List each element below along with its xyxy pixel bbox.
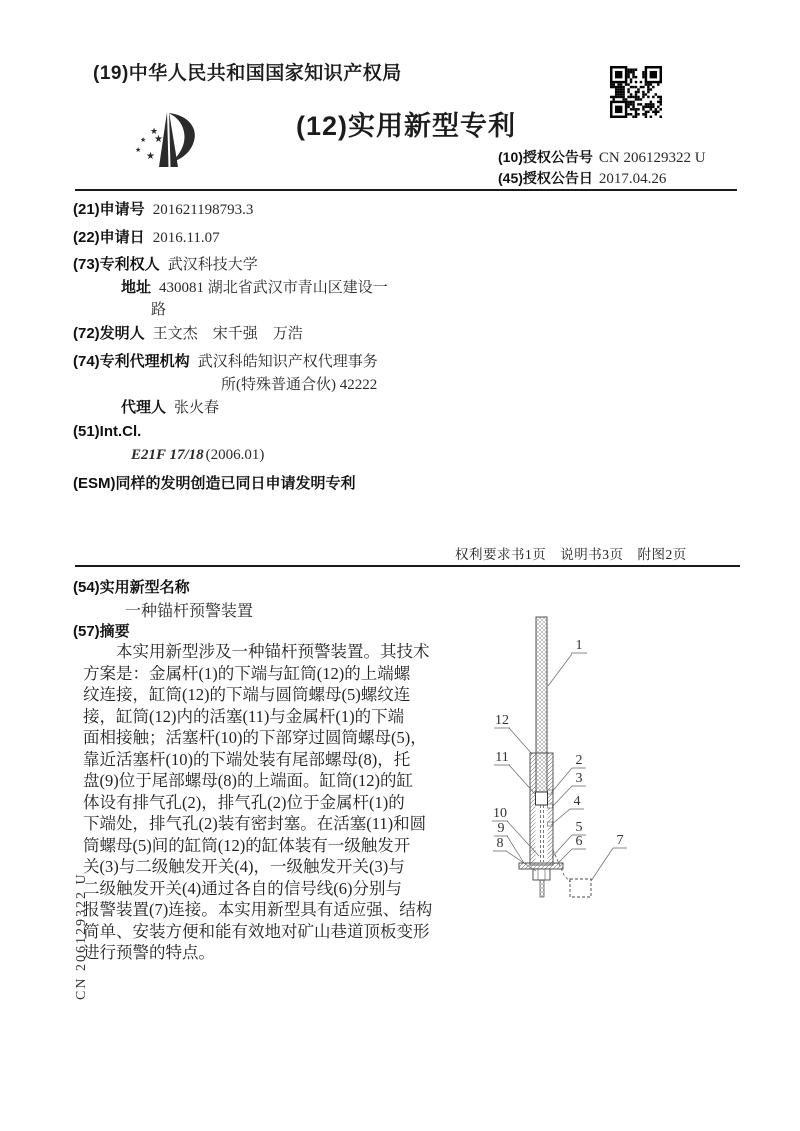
figure-label-6: 6 xyxy=(575,834,583,849)
address-value-line2: 路 xyxy=(151,302,167,318)
intcl-label: (51)Int.Cl. xyxy=(73,423,142,440)
utility-model-name-label: (54)实用新型名称 xyxy=(73,579,190,596)
document-type-title: (12)实用新型专利 xyxy=(296,111,517,141)
esm-note-row xyxy=(73,472,356,493)
figure-label-9: 9 xyxy=(497,821,505,836)
figure-label-1: 1 xyxy=(575,638,583,653)
intcl-row xyxy=(73,423,141,440)
abstract-text: 本实用新型涉及一种锚杆预警装置。其技术 方案是：金属杆(1)的下端与缸筒(12)的上端螺 纹连接，缸筒(12)的下端与圆筒螺母(5)螺纹连 接，缸筒(12)内的活塞(11)与金属杆(1)的下端 面相接触；活塞杆(10)的下部穿过圆筒螺母(5)， 靠近活塞杆(10)的下端处装有尾部螺母(8)，托 盘(9)位于尾部螺母(8)的上端面。缸筒(12)的缸 体设有排气孔(2)，排气孔(2)位于金属杆(1)的 下端处，排气孔(2)装有密封塞。在活塞(11)和圆 筒螺母(5)间的缸筒(12)的缸体装有一级触发开 关(3)与二级触发开关(4)，一级触发开关(3)与 二级触发开关(4)通过各自的信号线(6)分别与 报警装置(7)连接。本实用新型具有适应强、结构 简单、安装方便和能有效地对矿山巷道顶板变形 进行预警的特点。 xyxy=(83,642,433,962)
agent-label: 代理人 xyxy=(121,399,167,416)
star-icon: ★ xyxy=(135,146,142,154)
publication-date-row xyxy=(498,168,666,188)
figure-label-10: 10 xyxy=(493,806,507,821)
agency-label: (74)专利代理机构 xyxy=(73,353,190,370)
patentee-value: 武汉科技大学 xyxy=(167,257,258,273)
publication-date-label: (45)授权公告日 xyxy=(498,170,593,186)
figure-switch-primary xyxy=(548,804,553,808)
figure-label-7: 7 xyxy=(616,833,624,848)
star-icon: ★ xyxy=(146,151,155,162)
agency-value-line2: 所(特殊普通合伙) 42222 xyxy=(221,377,378,393)
figure-metal-rod xyxy=(536,617,547,793)
figure-label-8: 8 xyxy=(496,836,504,851)
application-number-value: 201621198793.3 xyxy=(152,202,254,218)
application-number-label: (21)申请号 xyxy=(73,201,145,218)
star-icon: ★ xyxy=(154,134,163,145)
address-row xyxy=(121,276,388,297)
agency-row-2 xyxy=(213,373,377,394)
qr-code xyxy=(610,66,662,118)
sipo-logo xyxy=(132,96,217,176)
application-date-label: (22)申请日 xyxy=(73,229,145,246)
figure-label-2: 2 xyxy=(575,753,583,768)
agent-row xyxy=(121,396,219,417)
address-value-line1: 430081 湖北省武汉市青山区建设一 xyxy=(159,280,388,296)
figure-label-5: 5 xyxy=(575,820,583,835)
header-divider xyxy=(75,189,737,191)
application-date-row xyxy=(73,226,220,247)
application-date-value: 2016.11.07 xyxy=(152,230,220,246)
inventors-label: (72)发明人 xyxy=(73,325,145,342)
patent-figure xyxy=(460,598,750,923)
inventors-value: 王文杰 宋千强 万浩 xyxy=(152,326,303,342)
intcl-class-value: E21F 17/18 xyxy=(131,447,204,463)
intcl-value-row xyxy=(123,446,264,464)
agency-value-line1: 武汉科皓知识产权代理事务 xyxy=(197,354,378,370)
agency-row xyxy=(73,350,378,371)
star-icon: ★ xyxy=(140,136,147,144)
patentee-row xyxy=(73,253,258,274)
publication-number-row xyxy=(498,147,706,167)
inventors-row xyxy=(73,322,303,343)
publication-number-value: CN 206129322 U xyxy=(598,150,706,166)
figure-label-3: 3 xyxy=(575,771,583,786)
patentee-label: (73)专利权人 xyxy=(73,256,160,273)
section-divider xyxy=(75,565,740,567)
bolt-warning-device-drawing xyxy=(460,598,750,923)
pages-info: 权利要求书1页 说明书3页 附图2页 xyxy=(455,547,687,562)
office-name: (19)中华人民共和国国家知识产权局 xyxy=(93,63,402,84)
agent-value: 张火春 xyxy=(174,400,220,416)
figure-label-4: 4 xyxy=(573,794,581,809)
side-publication-code: CN 206129322 U xyxy=(74,872,89,1000)
publication-date-value: 2017.04.26 xyxy=(598,171,667,187)
abstract-label: (57)摘要 xyxy=(73,623,130,640)
figure-label-underlines xyxy=(492,653,627,851)
figure-rod-tail xyxy=(540,880,544,897)
address-row-2 xyxy=(143,298,166,319)
utility-model-name: 一种锚杆预警装置 xyxy=(125,603,254,620)
esm-note: (ESM)同样的发明创造已同日申请发明专利 xyxy=(73,475,356,492)
intcl-class-year: (2006.01) xyxy=(205,447,265,463)
figure-label-12: 12 xyxy=(495,713,509,728)
figure-alarm-device xyxy=(570,879,591,897)
address-label: 地址 xyxy=(121,279,152,296)
application-number-row xyxy=(73,198,253,219)
figure-piston xyxy=(536,792,548,805)
figure-label-11: 11 xyxy=(495,750,509,765)
sipo-logo-graphic xyxy=(132,96,217,176)
publication-number-label: (10)授权公告号 xyxy=(498,149,593,165)
star-icon: ★ xyxy=(150,126,159,136)
figure-leader-lines xyxy=(506,654,613,881)
